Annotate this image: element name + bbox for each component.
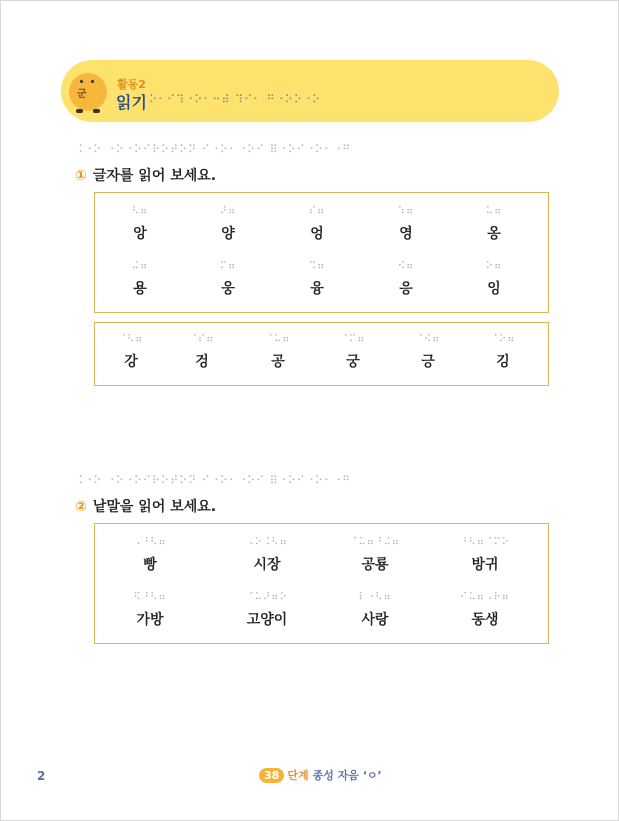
activity-title: 읽기 xyxy=(116,93,147,112)
syllable-cell xyxy=(449,261,539,298)
syllable-cell xyxy=(440,537,530,574)
braille-text: ⠊⠥⠶⠠⠗⠶ xyxy=(460,592,510,603)
syllable-cell xyxy=(222,592,312,629)
braille-text: ⠈⠪⠶ xyxy=(415,334,441,345)
hangul-text: 양 xyxy=(221,226,235,242)
syllable-cell xyxy=(95,261,185,298)
syllable-cell xyxy=(222,537,312,574)
section2-number: ② xyxy=(75,499,87,515)
braille-text: ⠠⠕⠨⠣⠶ xyxy=(246,537,288,548)
syllable-cell xyxy=(183,206,273,243)
syllable-cell xyxy=(449,206,539,243)
braille-text: ⠈⠥⠶⠘⠬⠶ xyxy=(350,537,400,548)
braille-text: ⠘⠣⠶⠈⠍⠕ xyxy=(460,537,510,548)
hangul-text: 빵 xyxy=(143,557,157,573)
hangul-text: 가방 xyxy=(136,612,164,628)
braille-text: ⠈⠣⠶ xyxy=(118,334,144,345)
mascot-eye-icon xyxy=(80,80,83,83)
word-box xyxy=(94,523,549,644)
hangul-text: 사랑 xyxy=(361,612,389,628)
section1-instruction xyxy=(75,165,216,185)
braille-text: ⠪⠶ xyxy=(397,261,415,272)
braille-text: ⠣⠶ xyxy=(131,206,149,217)
section2-text: 낱말을 읽어 보세요. xyxy=(92,499,217,515)
syllable-cell xyxy=(361,261,451,298)
hangul-text: 웅 xyxy=(221,281,235,297)
section1-number: ① xyxy=(75,168,87,184)
activity-label: 활동2 xyxy=(117,78,146,91)
syllable-box xyxy=(94,192,549,313)
braille-text: ⠇⠐⠣⠶ xyxy=(358,592,392,603)
hangul-text: 강 xyxy=(124,354,138,370)
syllable-cell xyxy=(105,537,195,574)
syllable-cell xyxy=(105,592,195,629)
level-label: 단계 xyxy=(287,769,309,782)
syllable-cell xyxy=(330,537,420,574)
braille-text: ⠎⠶ xyxy=(308,206,326,217)
hangul-text: 동생 xyxy=(471,612,499,628)
hangul-text: 옹 xyxy=(487,226,501,242)
mascot-label: 군 xyxy=(77,89,87,100)
syllable-row-box xyxy=(94,322,549,386)
hangul-text: 궁 xyxy=(346,354,360,370)
hangul-text: 겅 xyxy=(195,354,209,370)
syllable-cell xyxy=(458,334,548,371)
braille-text: ⠱⠶ xyxy=(397,206,415,217)
braille-text: ⠈⠕⠶ xyxy=(490,334,516,345)
hangul-text: 앙 xyxy=(133,226,147,242)
section2-instruction xyxy=(75,496,216,516)
hangul-text: 깅 xyxy=(496,354,510,370)
syllable-cell xyxy=(272,261,362,298)
hangul-text: 융 xyxy=(310,281,324,297)
hangul-text: 고양이 xyxy=(246,612,288,628)
braille-text: ⠈⠥⠶ xyxy=(265,334,291,345)
section2-braille: ⠨⠐⠕ ⠐⠕⠐⠕⠊⠗⠕⠞⠕⠝ ⠊⠐⠕⠂⠐⠕⠊ ⠿⠐⠕⠊⠐⠕⠂⠐⠛ xyxy=(75,474,352,487)
braille-text: ⠬⠶ xyxy=(131,261,149,272)
syllable-cell xyxy=(183,261,273,298)
braille-text: ⠍⠶ xyxy=(219,261,237,272)
braille-text: ⠥⠶ xyxy=(485,206,503,217)
hangul-text: 영 xyxy=(399,226,413,242)
syllable-cell xyxy=(361,206,451,243)
mascot-icon xyxy=(69,73,107,111)
hangul-text: 방귀 xyxy=(471,557,499,573)
syllable-cell xyxy=(440,592,530,629)
hangul-text: 긍 xyxy=(421,354,435,370)
section1-braille: ⠨⠐⠕ ⠐⠕⠐⠕⠊⠗⠕⠞⠕⠝ ⠊⠐⠕⠂⠐⠕⠊ ⠿⠐⠕⠊⠐⠕⠂⠐⠛ xyxy=(75,143,352,156)
syllable-cell xyxy=(330,592,420,629)
hangul-text: 응 xyxy=(399,281,413,297)
hangul-text: 엉 xyxy=(310,226,324,242)
braille-text: ⠈⠎⠶ xyxy=(189,334,215,345)
page-number: 2 xyxy=(37,769,46,783)
footer-title xyxy=(259,767,382,783)
mascot-foot-icon xyxy=(76,109,83,113)
activity-title-braille: ⠕⠂⠊⠹⠐⠕⠂⠒⠾ ⠹⠊⠂ ⠛⠐⠕⠕⠐⠕ xyxy=(149,93,322,106)
braille-text: ⠜⠶ xyxy=(219,206,237,217)
braille-text: ⠈⠥⠜⠶⠕ xyxy=(246,592,288,603)
hangul-text: 시장 xyxy=(253,557,281,573)
mascot-eye-icon xyxy=(91,80,94,83)
braille-text: ⠩⠶ xyxy=(308,261,326,272)
section1-text: 글자를 읽어 보세요. xyxy=(92,168,217,184)
syllable-cell xyxy=(95,206,185,243)
braille-text: ⠕⠶ xyxy=(485,261,503,272)
braille-text: ⠈⠍⠶ xyxy=(340,334,366,345)
level-badge: 38 xyxy=(259,768,284,783)
braille-text: ⠠⠘⠣⠶ xyxy=(133,537,167,548)
hangul-text: 잉 xyxy=(487,281,501,297)
mascot-foot-icon xyxy=(93,109,100,113)
braille-text: ⠫⠘⠣⠶ xyxy=(133,592,167,603)
chapter-title: 종성 자음 ‘ㅇ’ xyxy=(312,769,382,782)
syllable-cell xyxy=(272,206,362,243)
hangul-text: 공룡 xyxy=(361,557,389,573)
hangul-text: 용 xyxy=(133,281,147,297)
hangul-text: 공 xyxy=(271,354,285,370)
